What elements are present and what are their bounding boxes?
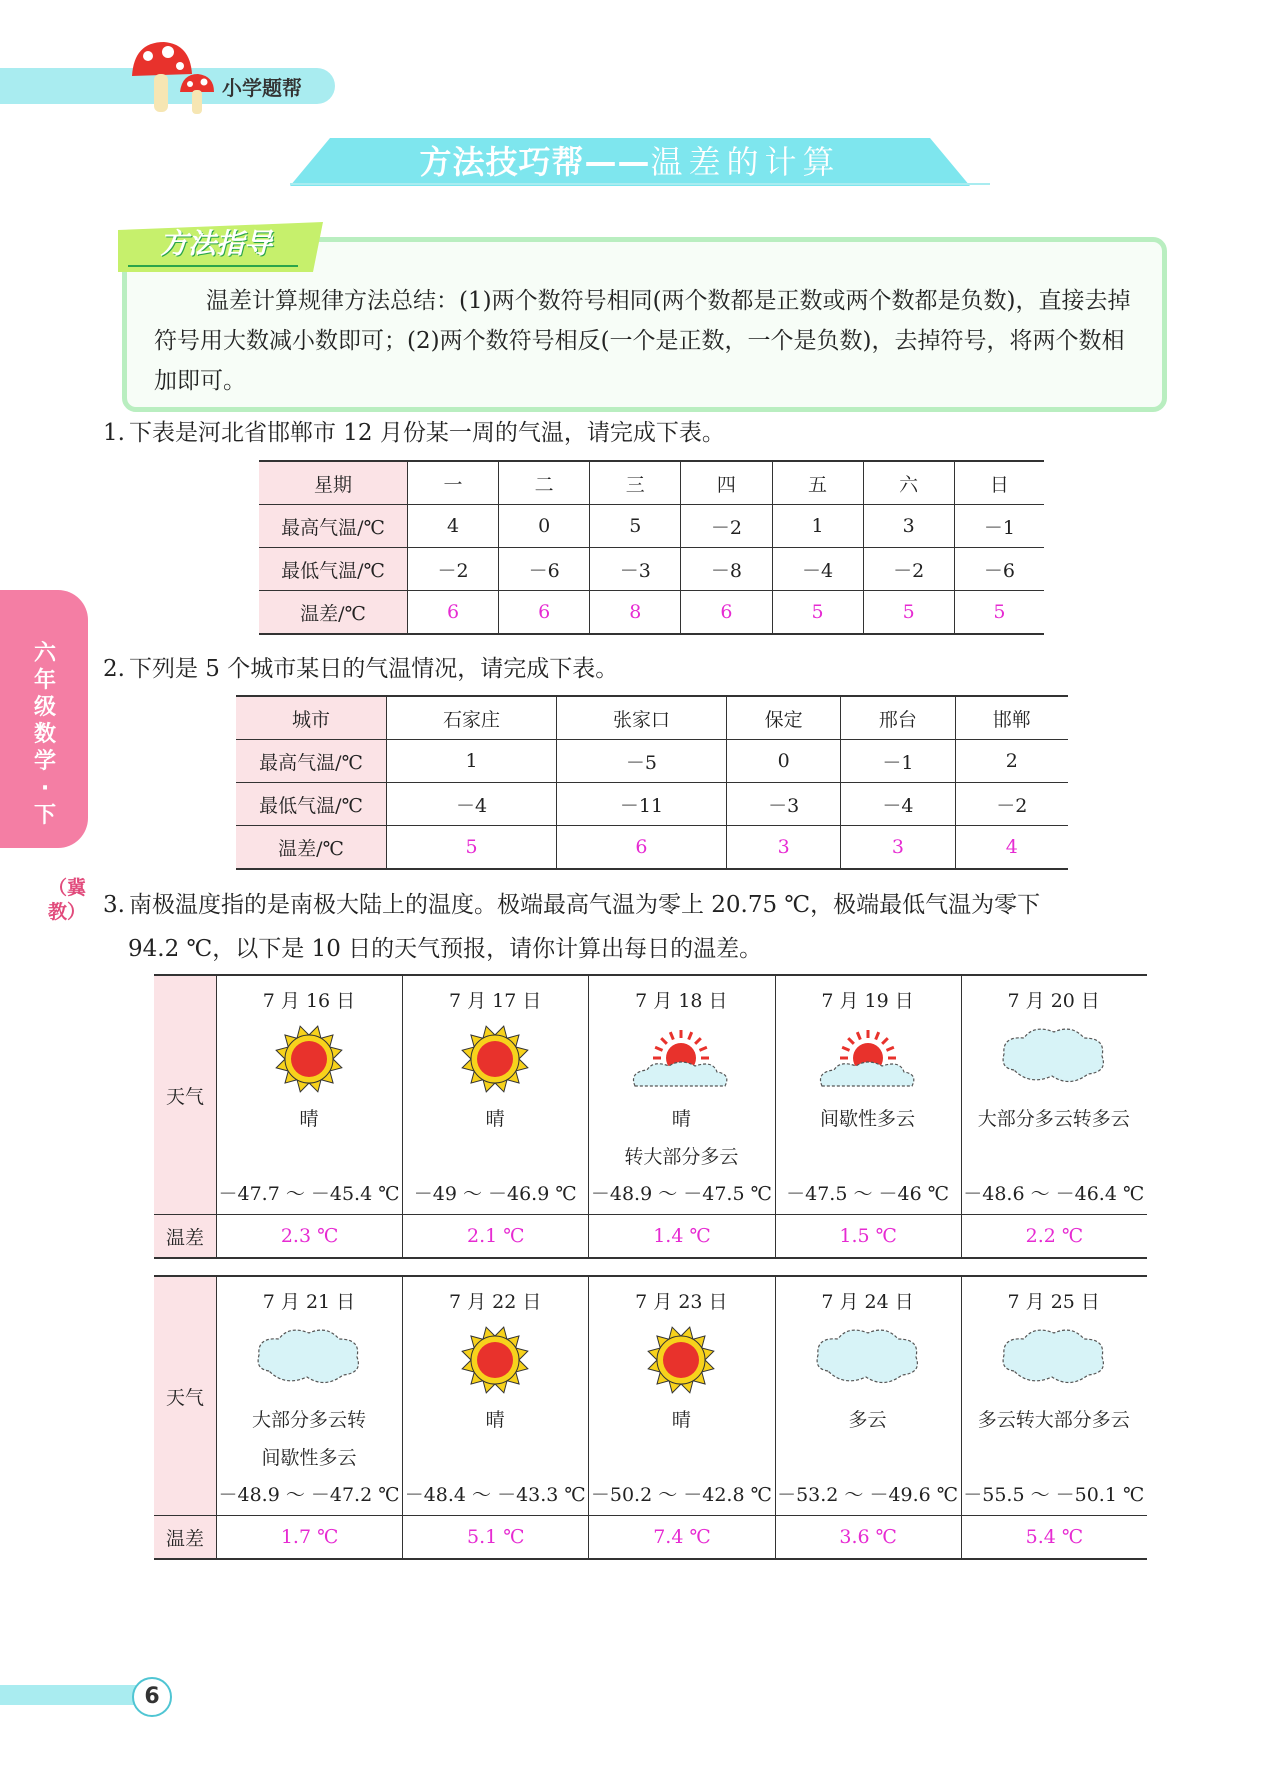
edition-label: （冀教） bbox=[48, 877, 87, 923]
temperature-range: －55.5 ～ －50.1 ℃ bbox=[963, 1484, 1145, 1506]
weather-label: 天气 bbox=[154, 975, 217, 1215]
diff-label: 温差 bbox=[154, 1516, 217, 1560]
weather-description-line1: 大部分多云转多云 bbox=[977, 1108, 1130, 1130]
weather-day-cell bbox=[217, 975, 403, 1215]
forecast-date: 7 月 17 日 bbox=[448, 990, 542, 1012]
section-title-sub: 温差的计算 bbox=[650, 143, 841, 181]
weather-day-cell bbox=[961, 1276, 1147, 1516]
table-cell: －1 bbox=[954, 505, 1044, 548]
weather-day-cell bbox=[403, 975, 589, 1215]
table-row bbox=[259, 461, 1044, 505]
row-label: 最高气温/℃ bbox=[259, 505, 408, 548]
table-cell: 5 bbox=[863, 591, 954, 635]
weather-day-cell bbox=[217, 1276, 403, 1516]
sun-icon bbox=[458, 1323, 532, 1402]
temperature-difference: 7.4 ℃ bbox=[589, 1516, 775, 1560]
temperature-difference: 2.3 ℃ bbox=[217, 1215, 403, 1259]
table-cell: －1 bbox=[841, 740, 955, 783]
table-cell: 3 bbox=[841, 826, 955, 870]
weather-day bbox=[776, 1277, 960, 1515]
diff-row bbox=[154, 1516, 1147, 1560]
weather-day bbox=[217, 976, 401, 1214]
temperature-difference: 5.4 ℃ bbox=[961, 1516, 1147, 1560]
question-2 bbox=[103, 650, 618, 683]
temperature-difference: 1.4 ℃ bbox=[589, 1215, 775, 1259]
question-3-line2: 94.2 ℃，以下是 10 日的天气预报，请你计算出每日的温差。 bbox=[128, 936, 763, 962]
temperature-difference: 2.1 ℃ bbox=[403, 1215, 589, 1259]
weather-description bbox=[403, 1100, 587, 1138]
weather-table-2 bbox=[154, 1275, 1147, 1560]
table-cell: 五 bbox=[772, 461, 863, 505]
temperature-table-2 bbox=[236, 695, 1068, 870]
cloud-icon bbox=[998, 1022, 1110, 1097]
weather-day-cell bbox=[589, 975, 775, 1215]
weather-day-cell bbox=[589, 1276, 775, 1516]
table-cell: －2 bbox=[955, 783, 1068, 826]
weather-day bbox=[962, 976, 1146, 1214]
table-cell: 张家口 bbox=[556, 696, 726, 740]
sun-icon bbox=[644, 1323, 718, 1402]
footer-bar bbox=[0, 1685, 140, 1705]
weather-day bbox=[589, 1277, 773, 1515]
diff-label: 温差 bbox=[154, 1215, 217, 1259]
temperature-difference: 5.1 ℃ bbox=[403, 1516, 589, 1560]
table-cell: 石家庄 bbox=[387, 696, 557, 740]
temperature-difference: 1.7 ℃ bbox=[217, 1516, 403, 1560]
weather-description bbox=[962, 1401, 1146, 1439]
table-cell: 5 bbox=[772, 591, 863, 635]
weather-description-line1: 间歇性多云 bbox=[820, 1108, 916, 1130]
row-label: 温差/℃ bbox=[236, 826, 387, 870]
table-cell: 6 bbox=[681, 591, 772, 635]
question-number: 2. bbox=[103, 656, 125, 682]
row-label: 温差/℃ bbox=[259, 591, 408, 635]
table-cell: 3 bbox=[726, 826, 840, 870]
table-cell: －6 bbox=[954, 548, 1044, 591]
method-text: 温差计算规律方法总结：(1)两个数符号相同(两个数都是正数或两个数都是负数)，直接去掉符号用大数减小数即可；(2)两个数符号相反(一个是正数，一个是负数)，去掉符号，将两个数相加即可。 bbox=[154, 288, 1131, 394]
table-cell: 6 bbox=[408, 591, 499, 635]
sun-icon bbox=[458, 1022, 532, 1101]
weather-description bbox=[589, 1100, 773, 1176]
brand-title: 小学题帮 bbox=[222, 76, 302, 100]
table-row bbox=[259, 591, 1044, 635]
forecast-date: 7 月 24 日 bbox=[821, 1291, 914, 1313]
table-cell: 0 bbox=[726, 740, 840, 783]
temperature-range: －48.9 ～ －47.5 ℃ bbox=[590, 1183, 772, 1205]
table-cell: 6 bbox=[499, 591, 590, 635]
table-cell: 2 bbox=[955, 740, 1068, 783]
table-cell: －11 bbox=[556, 783, 726, 826]
table-cell: 保定 bbox=[726, 696, 840, 740]
table-cell: 一 bbox=[408, 461, 499, 505]
table-cell: 1 bbox=[387, 740, 557, 783]
question-text: 下表是河北省邯郸市 12 月份某一周的气温，请完成下表。 bbox=[128, 420, 725, 446]
mushroom-logo-icon bbox=[124, 38, 224, 116]
table-cell: －2 bbox=[408, 548, 499, 591]
table-cell: 8 bbox=[590, 591, 681, 635]
question-text: 下列是 5 个城市某日的气温情况，请完成下表。 bbox=[128, 656, 619, 682]
table-cell: 4 bbox=[955, 826, 1068, 870]
table-cell: 5 bbox=[954, 591, 1044, 635]
weather-description-line2: 间歇性多云 bbox=[261, 1447, 357, 1469]
weather-description-line1: 晴 bbox=[671, 1409, 691, 1431]
table-cell: 5 bbox=[590, 505, 681, 548]
weather-description-line2: 转大部分多云 bbox=[624, 1146, 739, 1168]
weather-day bbox=[776, 976, 960, 1214]
weather-description bbox=[589, 1401, 773, 1439]
table-cell: 六 bbox=[863, 461, 954, 505]
weather-day-cell bbox=[775, 975, 961, 1215]
section-title bbox=[360, 138, 900, 186]
table-cell: －6 bbox=[499, 548, 590, 591]
temperature-table-1 bbox=[259, 460, 1044, 635]
weather-description-line1: 晴 bbox=[299, 1108, 319, 1130]
temperature-range: －48.9 ～ －47.2 ℃ bbox=[218, 1484, 400, 1506]
weather-description-line1: 晴 bbox=[485, 1409, 505, 1431]
table-row bbox=[236, 740, 1068, 783]
forecast-date: 7 月 16 日 bbox=[262, 990, 356, 1012]
page-number: 6 bbox=[132, 1677, 172, 1717]
table-cell: 日 bbox=[954, 461, 1044, 505]
table-cell: 邢台 bbox=[841, 696, 955, 740]
weather-row bbox=[154, 975, 1147, 1215]
grade-side-label: 六年级数学·下 bbox=[33, 641, 56, 828]
weather-description bbox=[962, 1100, 1146, 1138]
question-3 bbox=[103, 886, 1183, 919]
temperature-difference: 3.6 ℃ bbox=[775, 1516, 961, 1560]
weather-day bbox=[589, 976, 773, 1214]
table-row bbox=[236, 783, 1068, 826]
question-number: 1. bbox=[103, 420, 125, 446]
table-cell: －8 bbox=[681, 548, 772, 591]
table-cell: 4 bbox=[408, 505, 499, 548]
diff-row bbox=[154, 1215, 1147, 1259]
section-title-dash: —— bbox=[584, 143, 651, 181]
weather-description bbox=[776, 1100, 960, 1138]
table-cell: 5 bbox=[387, 826, 557, 870]
temperature-range: －50.2 ～ －42.8 ℃ bbox=[590, 1484, 772, 1506]
weather-row bbox=[154, 1276, 1147, 1516]
row-label: 最低气温/℃ bbox=[259, 548, 408, 591]
weather-day bbox=[403, 976, 587, 1214]
temperature-difference: 1.5 ℃ bbox=[775, 1215, 961, 1259]
temperature-range: －53.2 ～ －49.6 ℃ bbox=[777, 1484, 959, 1506]
temperature-range: －48.6 ～ －46.4 ℃ bbox=[963, 1183, 1145, 1205]
table-cell: －3 bbox=[726, 783, 840, 826]
table-cell: －4 bbox=[841, 783, 955, 826]
sun-behind-cloud-icon bbox=[625, 1022, 737, 1101]
table-cell: 二 bbox=[499, 461, 590, 505]
weather-description-line1: 大部分多云转 bbox=[251, 1409, 366, 1431]
row-label: 最低气温/℃ bbox=[236, 783, 387, 826]
temperature-range: －47.7 ～ －45.4 ℃ bbox=[218, 1183, 400, 1205]
row-label: 星期 bbox=[259, 461, 408, 505]
sun-behind-cloud-icon bbox=[812, 1022, 924, 1101]
forecast-date: 7 月 21 日 bbox=[262, 1291, 356, 1313]
weather-day bbox=[217, 1277, 401, 1515]
forecast-date: 7 月 19 日 bbox=[821, 990, 914, 1012]
temperature-difference: 2.2 ℃ bbox=[961, 1215, 1147, 1259]
row-label: 城市 bbox=[236, 696, 387, 740]
forecast-date: 7 月 22 日 bbox=[448, 1291, 542, 1313]
forecast-date: 7 月 23 日 bbox=[635, 1291, 728, 1313]
weather-day bbox=[962, 1277, 1146, 1515]
cloud-icon bbox=[253, 1323, 365, 1398]
question-text-line1: 南极温度指的是南极大陆上的温度。极端最高气温为零上 20.75 ℃，极端最低气温为零下 bbox=[128, 892, 1041, 918]
weather-description bbox=[217, 1100, 401, 1138]
table-cell: 3 bbox=[863, 505, 954, 548]
table-cell: －3 bbox=[590, 548, 681, 591]
temperature-range: －48.4 ～ －43.3 ℃ bbox=[404, 1484, 586, 1506]
table-cell: 0 bbox=[499, 505, 590, 548]
table-row bbox=[259, 548, 1044, 591]
weather-description-line1: 多云转大部分多云 bbox=[977, 1409, 1130, 1431]
weather-description-line1: 晴 bbox=[485, 1108, 505, 1130]
question-number: 3. bbox=[103, 892, 125, 918]
weather-description bbox=[217, 1401, 401, 1477]
weather-description-line1: 晴 bbox=[671, 1108, 691, 1130]
weather-day-cell bbox=[403, 1276, 589, 1516]
section-title-main: 方法技巧帮 bbox=[419, 143, 585, 181]
forecast-date: 7 月 25 日 bbox=[1007, 1291, 1100, 1313]
table-cell: －2 bbox=[681, 505, 772, 548]
table-row bbox=[236, 826, 1068, 870]
cloud-icon bbox=[812, 1323, 924, 1398]
cloud-icon bbox=[998, 1323, 1110, 1398]
sun-icon bbox=[272, 1022, 346, 1101]
weather-description bbox=[403, 1401, 587, 1439]
table-cell: －5 bbox=[556, 740, 726, 783]
table-cell: 6 bbox=[556, 826, 726, 870]
weather-description bbox=[776, 1401, 960, 1439]
weather-day bbox=[403, 1277, 587, 1515]
table-cell: －4 bbox=[387, 783, 557, 826]
forecast-date: 7 月 18 日 bbox=[635, 990, 728, 1012]
weather-description-line1: 多云 bbox=[848, 1409, 887, 1431]
weather-label: 天气 bbox=[154, 1276, 217, 1516]
row-label: 最高气温/℃ bbox=[236, 740, 387, 783]
question-1 bbox=[103, 414, 725, 447]
table-cell: －2 bbox=[863, 548, 954, 591]
table-row bbox=[236, 696, 1068, 740]
table-cell: 1 bbox=[772, 505, 863, 548]
temperature-range: －47.5 ～ －46 ℃ bbox=[786, 1183, 949, 1205]
weather-day-cell bbox=[961, 975, 1147, 1215]
forecast-date: 7 月 20 日 bbox=[1007, 990, 1100, 1012]
table-cell: 三 bbox=[590, 461, 681, 505]
table-cell: 邯郸 bbox=[955, 696, 1068, 740]
weather-table-1 bbox=[154, 974, 1147, 1259]
method-tag-label: 方法指导 bbox=[160, 227, 273, 260]
table-cell: 四 bbox=[681, 461, 772, 505]
table-cell: －4 bbox=[772, 548, 863, 591]
table-row bbox=[259, 505, 1044, 548]
temperature-range: －49 ～ －46.9 ℃ bbox=[413, 1183, 577, 1205]
weather-day-cell bbox=[775, 1276, 961, 1516]
